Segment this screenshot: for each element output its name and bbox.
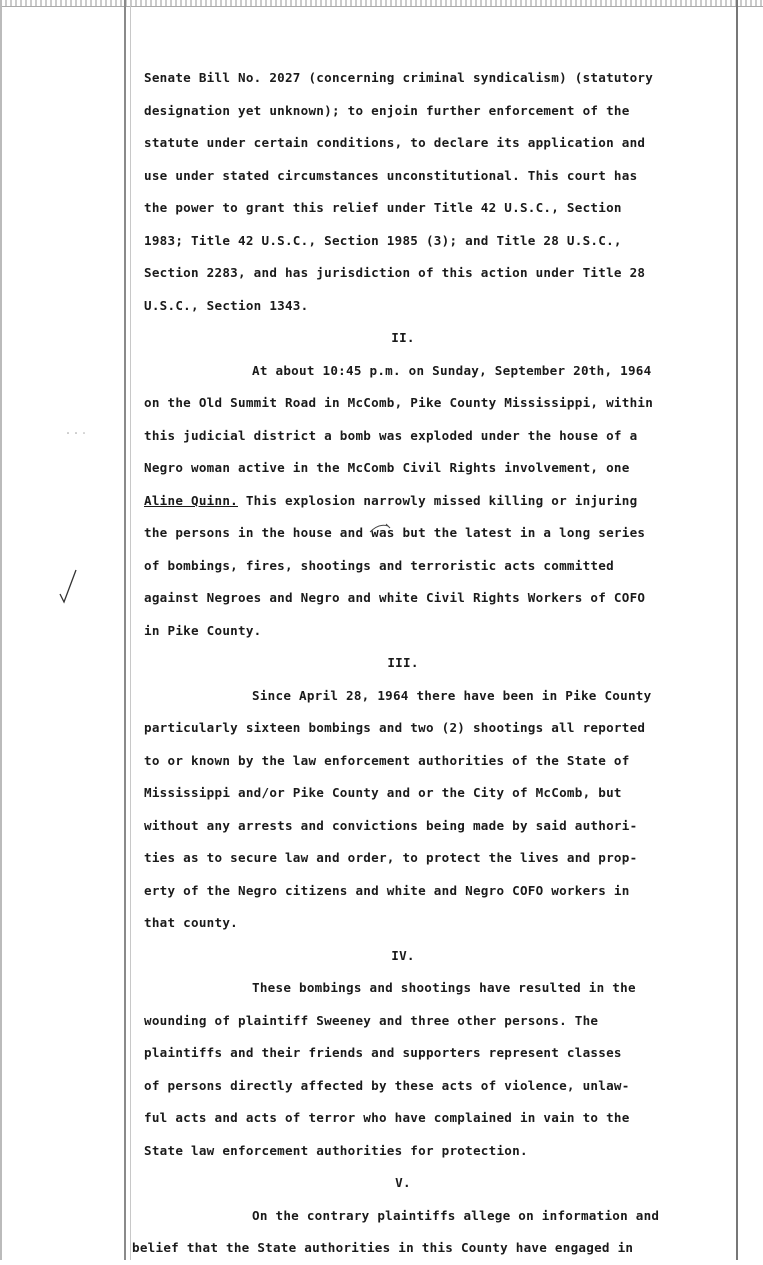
paragraph-3 [144, 680, 732, 940]
text-line: plaintiffs and their friends and supporters represent classes [144, 1045, 622, 1060]
paragraph-4 [144, 972, 732, 1167]
paragraph-1 [144, 62, 732, 322]
section-heading: II. [391, 330, 415, 345]
text-line: Negro woman active in the McComb Civil Rights involvement, one [144, 460, 630, 475]
text-line: Section 2283, and has jurisdiction of this action under Title 28 [144, 265, 646, 280]
page-right-border [736, 0, 738, 1260]
text-line: ful acts and acts of terror who have complained in vain to the [144, 1110, 630, 1125]
text-line: the power to grant this relief under Title 42 U.S.C., Section [144, 200, 622, 215]
text-line: that county. [144, 915, 238, 930]
text-line: At about 10:45 p.m. on Sunday, September 20th, 1964 [252, 362, 652, 378]
text-line: Mississippi and/or Pike County and or the City of McComb, but [144, 785, 622, 800]
text-line: wounding of plaintiff Sweeney and three other persons. The [144, 1012, 599, 1028]
text-line [144, 485, 732, 518]
section-heading: V. [395, 1175, 411, 1190]
text-line: ties as to secure law and order, to protect the lives and prop- [144, 850, 638, 865]
text-line: to or known by the law enforcement authorities of the State of [144, 752, 630, 768]
page-left-border-inner [130, 0, 131, 1260]
text-line: particularly sixteen bombings and two (2) shootings all reported [144, 720, 646, 735]
text-line: belief that the State authorities in this County have engaged in [132, 1240, 634, 1255]
text-line: the persons in the house and was but the latest in a long series [144, 525, 646, 540]
margin-specks [64, 430, 94, 436]
text-line: without any arrests and convictions being made by said authori- [144, 817, 638, 833]
scan-top-edge [0, 0, 763, 7]
section-heading: IV. [391, 947, 415, 963]
text-line: statute under certain conditions, to declare its application and [144, 135, 646, 150]
text-line: Since April 28, 1964 there have been in Pike County [252, 687, 652, 703]
handwritten-pen-mark [368, 522, 394, 536]
scan-left-edge [0, 0, 2, 1260]
text-line: on the Old Summit Road in McComb, Pike County Mississippi, within [144, 395, 654, 410]
text-line: Senate Bill No. 2027 (concerning criminal syndicalism) (statutory [144, 70, 654, 85]
text-line: State law enforcement authorities for protection. [144, 1142, 528, 1158]
text-line: of bombings, fires, shootings and terroristic acts committed [144, 557, 614, 573]
paragraph-5 [132, 1200, 732, 1265]
section-heading: III. [387, 655, 419, 670]
text-line-rest: This explosion narrowly missed killing or injuring [238, 492, 638, 508]
page-left-border [124, 0, 126, 1260]
text-line: in Pike County. [144, 622, 262, 638]
typed-document [132, 62, 732, 1265]
margin-checkmark [58, 568, 80, 608]
text-line: against Negroes and Negro and white Civil Rights Workers of COFO [144, 590, 646, 605]
paragraph-2 [144, 355, 732, 648]
text-line: 1983; Title 42 U.S.C., Section 1985 (3); and Title 28 U.S.C., [144, 232, 622, 248]
text-line: use under stated circumstances unconstitutional. This court has [144, 167, 638, 183]
text-line: designation yet unknown); to enjoin further enforcement of the [144, 102, 630, 118]
text-line: On the contrary plaintiffs allege on information and [252, 1207, 660, 1223]
text-line: erty of the Negro citizens and white and Negro COFO workers in [144, 882, 630, 898]
text-line: These bombings and shootings have resulted in the [252, 980, 636, 995]
text-line: U.S.C., Section 1343. [144, 297, 309, 313]
text-line: this judicial district a bomb was exploded under the house of a [144, 427, 638, 443]
text-line: of persons directly affected by these acts of violence, unlaw- [144, 1077, 630, 1093]
underlined-name: Aline Quinn. [144, 492, 238, 508]
